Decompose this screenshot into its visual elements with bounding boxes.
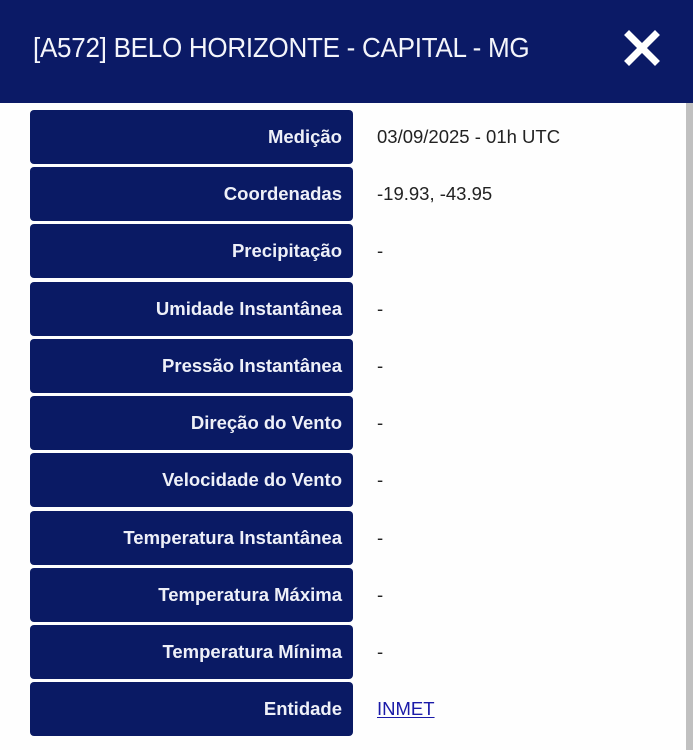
row-label: Pressão Instantânea [30,339,353,393]
station-details-list[interactable] [0,103,686,750]
vertical-scrollbar[interactable] [686,103,693,750]
row-label: Umidade Instantânea [30,282,353,336]
row-value: -19.93, -43.95 [377,183,493,204]
row-pressao-instantanea [30,339,686,393]
row-label: Temperatura Máxima [30,568,353,622]
modal-header [0,0,693,103]
row-label: Direção do Vento [30,396,353,450]
row-value: - [377,298,384,319]
row-value: - [377,584,384,605]
close-icon [622,28,662,68]
close-button[interactable] [622,28,662,68]
row-coordenadas [30,167,686,221]
row-label: Medição [30,110,353,164]
row-direcao-vento [30,396,686,450]
row-value: - [377,412,384,433]
row-label: Entidade [30,682,353,736]
row-precipitacao [30,224,686,278]
row-label: Temperatura Mínima [30,625,353,679]
row-value: 03/09/2025 - 01h UTC [377,126,561,147]
row-umidade-instantanea [30,282,686,336]
row-velocidade-vento [30,453,686,507]
row-temperatura-instantanea [30,511,686,565]
row-medicao [30,110,686,164]
row-temperatura-maxima [30,568,686,622]
row-label: Coordenadas [30,167,353,221]
row-temperatura-minima [30,625,686,679]
entity-link[interactable]: INMET [377,698,435,719]
row-entidade [30,682,686,736]
row-value: - [377,469,384,490]
row-label: Temperatura Instantânea [30,511,353,565]
row-value: - [377,641,384,662]
row-value: - [377,240,384,261]
row-value: - [377,527,384,548]
row-label: Precipitação [30,224,353,278]
station-title: [A572] BELO HORIZONTE - CAPITAL - MG [33,32,530,63]
row-value [377,682,435,736]
row-label: Velocidade do Vento [30,453,353,507]
row-value: - [377,355,384,376]
